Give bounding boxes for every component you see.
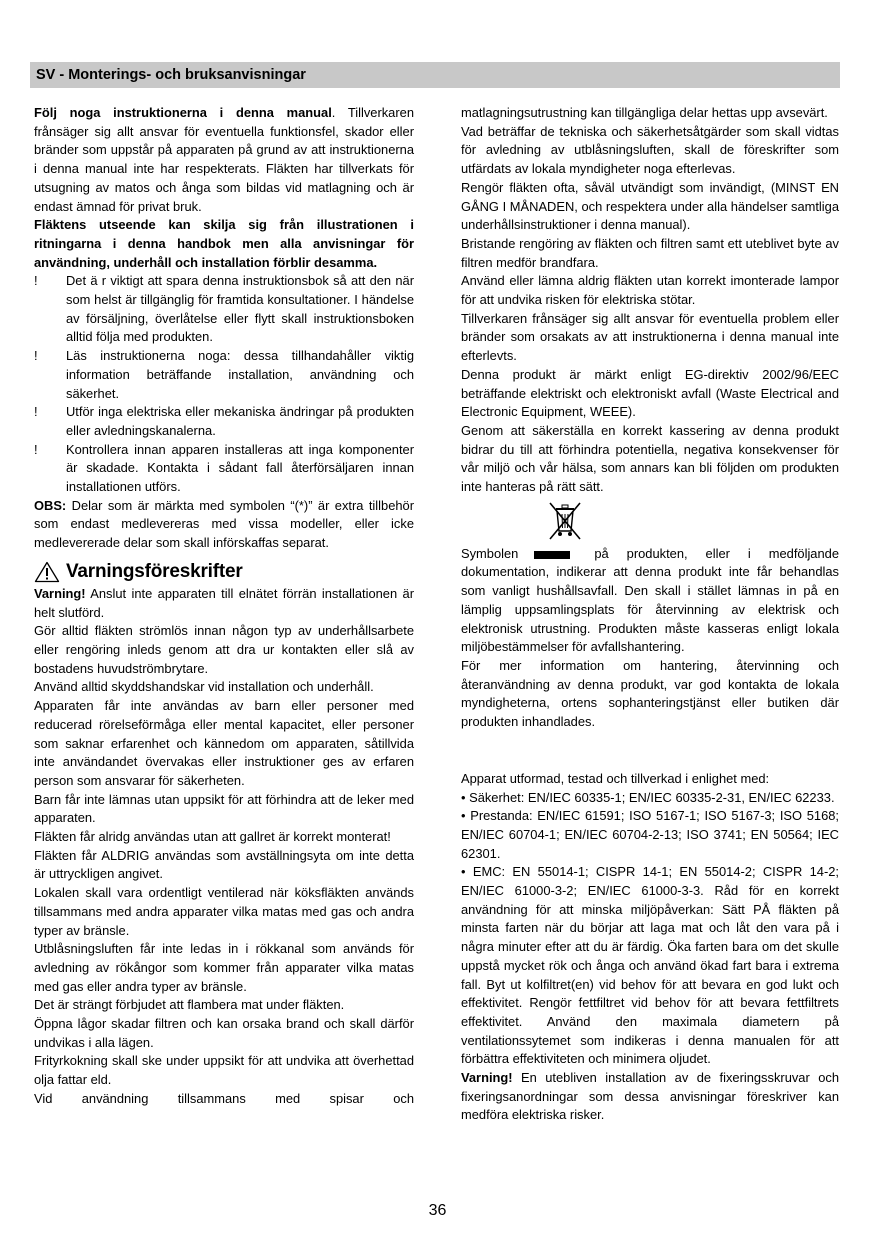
symbol-line [461, 545, 839, 564]
symbol-word: Symbolen [461, 545, 519, 561]
warnings-title: Varningsföreskrifter [66, 560, 243, 582]
final-warning [461, 1069, 839, 1125]
warning-text: Anslut inte apparaten till elnätet förrän installationen är helt slutförd. [34, 585, 414, 620]
paragraph: Denna produkt är märkt enligt EG-direktiv 2002/96/EEC beträffande elektriskt och elektroniskt avfall (Waste Electrical and Electronic Equipment, WEEE). [461, 366, 839, 420]
paragraph: dokumentation, indikerar att denna produkt inte får behandlas som vanligt hushållsavfall. Den skall i stället lämnas in på en lämplig uppsamlingsplats för återvinning av elektrisk och elektronisk utrustning. Produkten måste kasseras enligt lokala miljöbestämmelser för avfallshantering. [461, 564, 839, 655]
bullet-text: Läs instruktionerna noga: dessa tillhandahåller viktig information beträffande installation, användning och säkerhet. [66, 348, 414, 401]
bullet-text: Det ä r viktigt att spara denna instruktionsbok så att den när som helst är tillgänglig för framtida konsultationer. I händelse av försäljning, överlåtelse eller flytt skall instruktionsboken alltid följa med produkten. [66, 273, 414, 345]
paragraph: Barn får inte lämnas utan uppsikt för att förhindra att de leker med apparaten. [34, 791, 414, 826]
paragraph: Genom att säkerställa en korrekt kassering av denna produkt bidrar du till att förhindra potentiella, negativa konsekvenser för vår miljö och vår hälsa, som annars kan bli följden om produkten inte hanteras på rätt sätt. [461, 422, 839, 495]
bullet-item [34, 347, 414, 403]
exclamation-mark: ! [34, 273, 38, 289]
paragraph: Öppna lågor skadar filtren och kan orsaka brand och skall därför undvikas i alla lägen. [34, 1016, 414, 1050]
left-column [34, 104, 414, 1109]
paragraph: Rengör fläkten ofta, såväl utvändigt som invändigt, (MINST EN GÅNG I MÅNADEN, och respektera under alla händelser samtliga underhållsinstruktioner i denna manual). [461, 179, 839, 233]
right-column [461, 104, 839, 1125]
paragraph: Vid användning tillsammans med spisar och [34, 1090, 414, 1106]
paragraph: Gör alltid fläkten strömlös innan någon typ av underhållsarbete eller rengöring inleds genom att dra ur kontakten eller slå av bostadens huvudströmbrytare. [34, 623, 414, 676]
bullet-text: Utför inga elektriska eller mekaniska ändringar på produkten eller avledningskanalerna. [66, 404, 414, 438]
obs-paragraph [34, 497, 414, 553]
paragraph: Fläkten får alridg användas utan att gallret är korrekt monterat! [34, 829, 391, 845]
paragraph: Utblåsningsluften får inte ledas in i rökkanal som används för avledning av rökångor som kommer från apparater vilka matas med gas eller andra typer av bränsle. [34, 941, 414, 994]
obs-text: Delar som är märkta med symbolen “(*)” är extra tillbehör som endast medlevereras med vissa modeller, eller icke medlevererade delar som skall införskaffas separat. [34, 497, 414, 551]
exclamation-mark: ! [34, 404, 38, 420]
exclamation-mark: ! [34, 348, 38, 364]
final-warning-label: Varning! [461, 1070, 513, 1086]
weee-symbol-row [461, 499, 839, 545]
designed-statement: Apparat utformad, testad och tillverkad i enlighet med: [461, 770, 770, 786]
spacer [461, 732, 839, 751]
warning-paragraph [34, 585, 414, 622]
section-header [30, 62, 840, 88]
bullet-item [34, 403, 414, 440]
bullet-item [34, 272, 414, 347]
paragraph: Fläkten får ALDRIG användas som avställningsyta om inte detta är uttryckligen angivet. [34, 847, 414, 882]
paragraph: Använd eller lämna aldrig fläkten utan korrekt imonterade lampor för att undvika risken för elektriska stötar. [461, 273, 839, 308]
standard-performance: • Prestanda: EN/IEC 61591; ISO 5167-1; ISO 5167-3; ISO 5168; EN/IEC 60704-1; EN/IEC 60704-2-13; ISO 3741; EN 50564; IEC 62301. [461, 808, 839, 861]
section-title: SV - Monterings- och bruksanvisningar [36, 67, 306, 83]
paragraph: Apparaten får inte användas av barn eller personer med reducerad rörelseförmåga eller mental kapacitet, eller personer som saknar erfarenhet och kännedom om apparaten, såtillvida inte användandet övervakas eller instruktioner ges av erfaren person som ansvarar för säkerheten. [34, 698, 414, 788]
standard-emc: • EMC: EN 55014-1; CISPR 14-1; EN 55014-2; CISPR 14-2; EN/IEC 61000-3-2; EN/IEC 61000-3-3. Råd för en korrekt användning för att minska miljöpåverkan: Sätt PÅ fläkten på minsta farten när du börjar att laga mat och låt den vara på i några minuter efter att du är färdig. Öka farten bara om det skulle uppstå mycket rök och ånga och använd ökad fart bara i extrema fall. Byt ut kolfiltret(en) vid behov för att bevara en god lukt och effektivitet. Rengör fettfiltret vid behov för att bevara fettfiltrets effektivitet. Använd den maximala diametern på ventilationssytemet som indikeras i denna manualen för att förbättra effektiviteten och minimera oljudet. [461, 864, 839, 1067]
paragraph: För mer information om hantering, återvinning och återanvändning av denna produkt, var god kontakta de lokala myndigheterna, ortens sophanteringstjänst eller butiken där produkten inhandlades. [461, 657, 839, 730]
standard-safety: • Säkerhet: EN/IEC 60335-1; EN/IEC 60335-2-31, EN/IEC 62233. [461, 789, 835, 805]
bullet-text: Kontrollera innan apparen installeras att inga komponenter är skadade. Kontakta i sådant fall återförsäljaren innan installationen utförs. [66, 441, 414, 495]
exclamation-mark: ! [34, 441, 38, 457]
bullet-item [34, 441, 414, 497]
paragraph: Bristande rengöring av fläkten och filtren samt ett uteblivet byte av filtren medför brandfara. [461, 235, 839, 270]
paragraph: Lokalen skall vara ordentligt ventilerad när köksfläkten används tillsammans med andra apparater vilka matas med gas och andra typer av bränsle. [34, 885, 414, 938]
warning-label: Varning! [34, 585, 86, 601]
intro-text: . Tillverkaren frånsäger sig allt ansvar för eventuella funktionsfel, skador eller bränder som uppstår på apparaten på grund av att instruktionerna i denna manual inte har respekterats. Fläkten har tillverkats för utsugning av matos och ånga som bildas vid matlagning och är endast ämnad för privat bruk. [34, 105, 414, 214]
symbol-rest: på produkten, eller i medföljande [594, 545, 839, 561]
paragraph: Frityrkokning skall ske under uppsikt för att undvika att överhettad olja fattar eld. [34, 1053, 414, 1088]
warnings-heading [34, 561, 414, 583]
paragraph: Det är strängt förbjudet att flambera mat under fläkten. [34, 997, 345, 1013]
spacer [461, 751, 839, 770]
paragraph: Vad beträffar de tekniska och säkerhetsåtgärder som skall vidtas för avledning av utblåsningsluften, skall de föreskrifter som utfärdats av lokala myndigheter noga efterlevas. [461, 123, 839, 177]
page-number: 36 [428, 1202, 447, 1219]
paragraph: matlagningsutrustning kan tillgängliga delar hettas upp avsevärt. [461, 105, 828, 120]
intro-bold: Följ noga instruktionerna i denna manual [34, 105, 332, 120]
black-bar-icon [532, 547, 584, 561]
illustration-note: Fläktens utseende kan skilja sig från illustrationen i ritningarna i denna handbok men alla anvisningar för användning, underhåll och installation förblir desamma. [34, 217, 414, 270]
final-warning-text: En utebliven installation av de fixeringsskruvar och fixeringsanordningar som dessa anvisningar föreskriver kan medföra elektriska risker. [461, 1070, 839, 1123]
paragraph: Tillverkaren frånsäger sig allt ansvar för eventuella problem eller bränder som orsakats av att instruktionerna i denna manual inte efterlevts. [461, 310, 839, 364]
warning-triangle-icon [34, 561, 60, 583]
intro-paragraph [34, 104, 414, 216]
crossed-bin-icon [545, 499, 585, 543]
paragraph: Använd alltid skyddshandskar vid installation och underhåll. [34, 679, 374, 695]
obs-label: OBS: [34, 497, 67, 513]
